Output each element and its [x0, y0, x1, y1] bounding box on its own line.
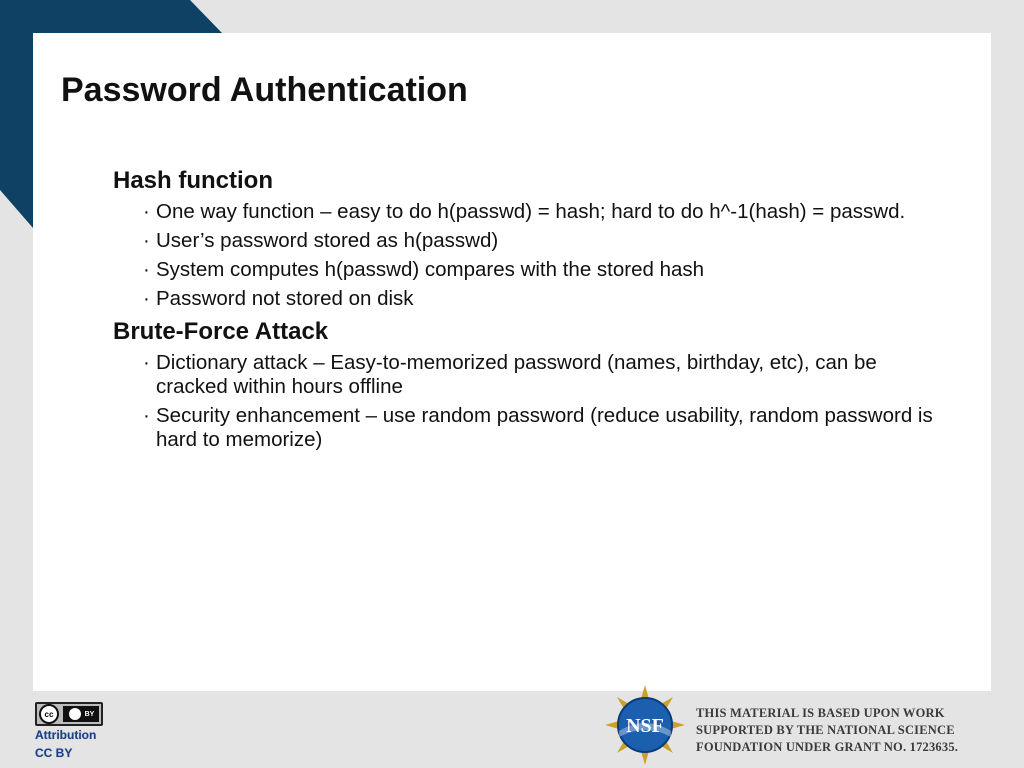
slide-title: Password Authentication	[61, 71, 468, 109]
bullet-item: · One way function – easy to do h(passwd) = hash; hard to do h^-1(hash) = passwd.	[143, 200, 933, 224]
bullet-list	[113, 351, 933, 452]
nsf-logo-icon	[605, 685, 685, 765]
bullet-item: · User’s password stored as h(passwd)	[143, 229, 933, 253]
nsf-line: THIS MATERIAL IS BASED UPON WORK	[696, 706, 945, 720]
bullet-item: · System computes h(passwd) compares with the stored hash	[143, 258, 933, 282]
slide-panel	[33, 33, 991, 691]
bullet-item: · Dictionary attack – Easy-to-memorized password (names, birthday, etc), can be cracked within hours offline	[143, 351, 933, 399]
nsf-line: SUPPORTED BY THE NATIONAL SCIENCE	[696, 723, 955, 737]
nsf-logo-text: NSF	[626, 715, 664, 737]
person-icon	[68, 707, 82, 721]
cc-by-text: BY	[84, 710, 95, 718]
nsf-acknowledgement	[696, 705, 958, 756]
nsf-line: FOUNDATION UNDER GRANT NO. 1723635.	[696, 740, 959, 754]
license-line-1: Attribution	[35, 728, 97, 742]
section-brute-force	[113, 317, 933, 452]
cc-by-label	[63, 706, 99, 722]
slide-content	[113, 166, 933, 458]
cc-logo-icon: cc	[39, 704, 59, 724]
section-heading: Brute-Force Attack	[113, 318, 329, 345]
bullet-item: · Security enhancement – use random password (reduce usability, random password is hard to memorize)	[143, 404, 933, 452]
section-heading: Hash function	[113, 167, 273, 194]
cc-by-badge-icon	[35, 702, 103, 726]
cc-license-block	[35, 702, 107, 762]
license-line-2: CC BY	[35, 746, 73, 760]
bullet-list	[113, 200, 933, 311]
bullet-item: · Password not stored on disk	[143, 287, 933, 311]
section-hash-function	[113, 166, 933, 311]
